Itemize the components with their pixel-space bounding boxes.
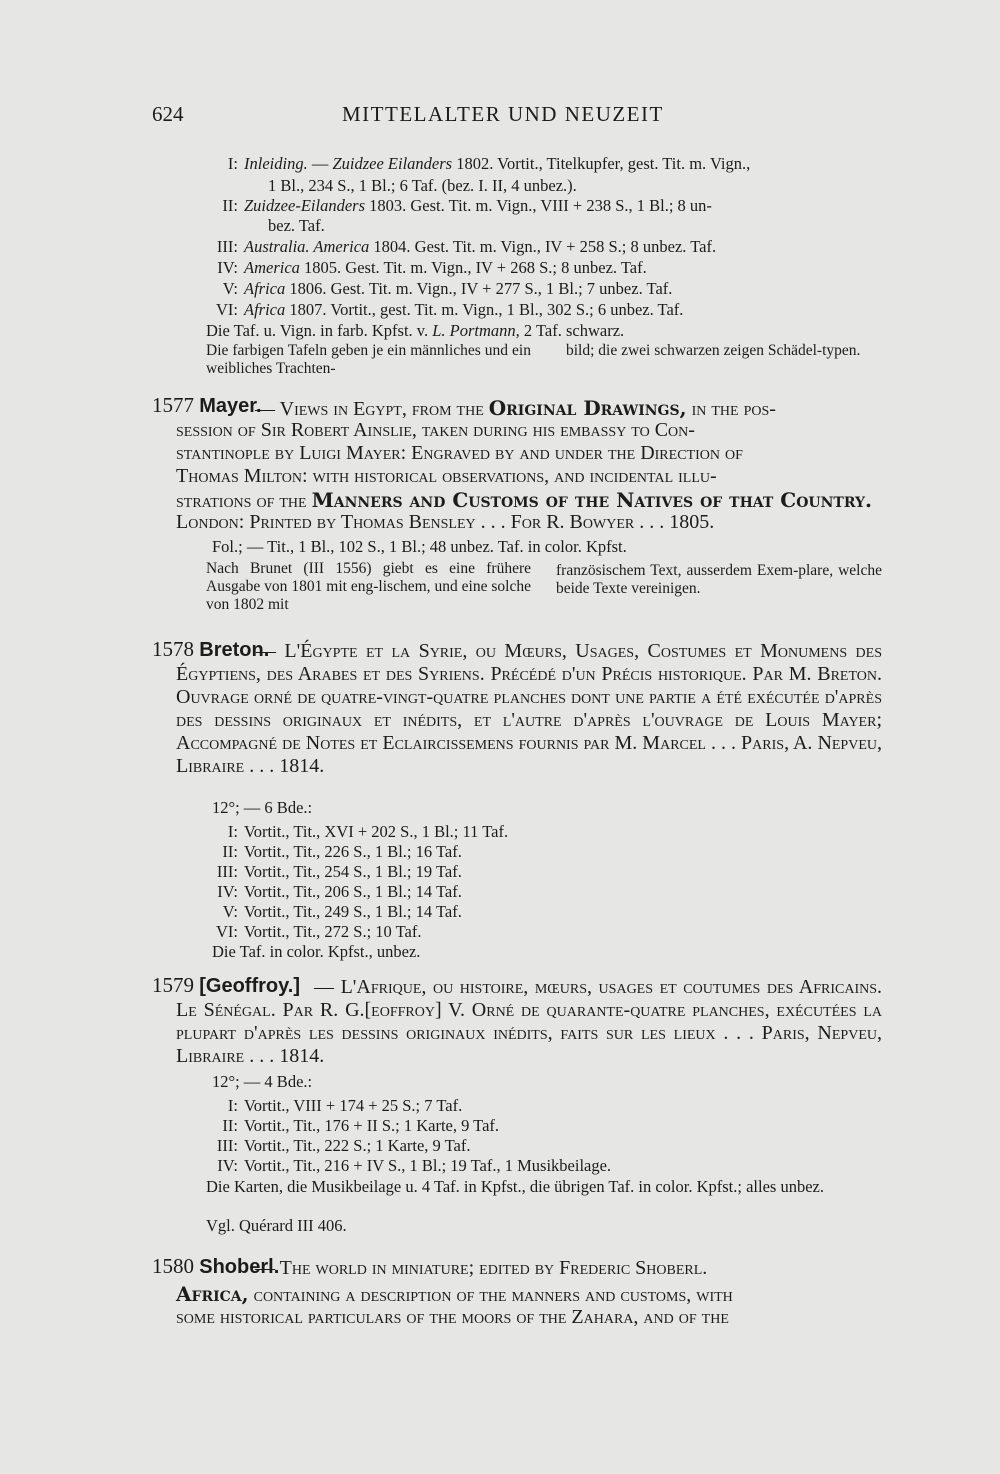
volume-line: IV: Vortit., Tit., 216 + IV S., 1 Bl.; 19 Taf., 1 Musikbeilage. bbox=[217, 1156, 612, 1175]
collation: Fol.; — Tit., 1 Bl., 102 S., 1 Bl.; 48 unbez. Taf. in color. Kpfst. bbox=[212, 537, 627, 556]
entry-author: Mayer. bbox=[199, 395, 262, 417]
volume-line: IV: Vortit., Tit., 206 S., 1 Bl.; 14 Taf. bbox=[217, 882, 462, 901]
entry-number: 1578 bbox=[152, 637, 194, 661]
volume-line-cont: bez. Taf. bbox=[268, 216, 325, 235]
entry-title-line: some historical particulars of the moors of the Zahara, and of the bbox=[176, 1306, 729, 1328]
running-title: MITTELALTER UND NEUZEIT bbox=[342, 102, 664, 126]
volume-line: III: Vortit., Tit., 254 S., 1 Bl.; 19 Taf. bbox=[216, 862, 462, 881]
reference: Vgl. Quérard III 406. bbox=[206, 1216, 347, 1235]
volume-line: II: Zuidzee-Eilanders 1803. Gest. Tit. m. Vign., VIII + 238 S., 1 Bl.; 8 un- bbox=[222, 196, 712, 215]
volume-line: IV: America 1805. Gest. Tit. m. Vign., IV + 268 S.; 8 unbez. Taf. bbox=[217, 258, 647, 277]
collation: 12°; — 6 Bde.: bbox=[212, 798, 313, 817]
note-column-right: bild; die zwei schwarzen zeigen Schädel-typen. bbox=[566, 342, 861, 359]
volume-line: II: Vortit., Tit., 226 S., 1 Bl.; 16 Taf. bbox=[222, 842, 462, 861]
volume-line: V: Africa 1806. Gest. Tit. m. Vign., IV + 277 S., 1 Bl.; 7 unbez. Taf. bbox=[222, 279, 673, 298]
volume-line: III: Australia. America 1804. Gest. Tit. m. Vign., IV + 258 S.; 8 unbez. Taf. bbox=[216, 237, 717, 256]
volume-line-cont: 1 Bl., 234 S., 1 Bl.; 6 Taf. (bez. I. II, 4 unbez.). bbox=[268, 176, 577, 195]
entry-title-line: session of Sir Robert Ainslie, taken during his embassy to Con- bbox=[176, 419, 695, 441]
volume-line: I: Inleiding. — Zuidzee Eilanders 1802. Vortit., Titelkupfer, gest. Tit. m. Vign., bbox=[227, 154, 751, 173]
plate-note: Die Taf. u. Vign. in farb. Kpfst. v. L. Portmann, 2 Taf. schwarz. bbox=[206, 321, 625, 340]
entry-title-line: — The world in miniature; edited by Frederic Shoberl. bbox=[255, 1257, 708, 1279]
entry-imprint: London: Printed by Thomas Bensley . . . For R. Bowyer . . . 1805. bbox=[176, 511, 715, 533]
entry-heading bbox=[152, 393, 262, 418]
volume-line: I: Vortit., Tit., XVI + 202 S., 1 Bl.; 11 Taf. bbox=[227, 822, 509, 841]
plate-note: Die Taf. in color. Kpfst., unbez. bbox=[212, 942, 421, 961]
entry-title-line: strations of the Manners and Customs of the Natives of that Country. bbox=[176, 488, 872, 512]
collation: 12°; — 4 Bde.: bbox=[212, 1072, 313, 1091]
note-column-right: französischem Text, ausserdem Exem-plare, welche beide Texte vereinigen. bbox=[556, 562, 882, 597]
page-number: 624 bbox=[152, 102, 184, 126]
volume-line: III: Vortit., Tit., 222 S.; 1 Karte, 9 Taf. bbox=[216, 1136, 471, 1155]
entry-number: 1579 bbox=[152, 973, 194, 997]
entry-number: 1577 bbox=[152, 393, 194, 417]
volume-line: VI: Africa 1807. Vortit., gest. Tit. m. Vign., 1 Bl., 302 S.; 6 unbez. Taf. bbox=[216, 300, 684, 319]
volume-line: V: Vortit., Tit., 249 S., 1 Bl.; 14 Taf. bbox=[222, 902, 462, 921]
entry-author: Shoberl. bbox=[199, 1256, 280, 1278]
entry-author: [Geoffroy.] bbox=[199, 975, 300, 997]
entry-author: Breton. bbox=[199, 639, 270, 661]
entry-title-line: Thomas Milton: with historical observations, and incidental illu- bbox=[176, 465, 717, 487]
entry-number: 1580 bbox=[152, 1254, 194, 1278]
entry-title-line: — Views in Egypt, from the Original Drawings, in the pos- bbox=[255, 396, 776, 420]
note-column-left: Die farbigen Tafeln geben je ein männliches und ein weibliches Trachten- bbox=[206, 342, 531, 377]
entry-title: — L'Égypte et la Syrie, ou Mœurs, Usages, Costumes et Monumens des Égyptiens, des Arabes et des Syriens. Précédé d'un Précis historique. Par M. Breton. Ouvrage orné de quatre-vingt-quatre planches dont une partie a été exécutée d'après des dessins originaux et inédits, et l'autre d'après l'ouvrage de Louis Mayer; Accompagné de Notes et Eclaircissemens fournis par M. Marcel . . . Paris, A. Nepveu, Libraire . . . 1814. bbox=[176, 640, 882, 777]
entry-title-line: stantinople by Luigi Mayer: Engraved by and under the Direction of bbox=[176, 442, 743, 464]
entry-title: — L'Afrique, ou histoire, mœurs, usages et coutumes des Africains. Le Sénégal. Par R. G.[eoffroy] V. Orné de quarante-quatre planches, exécutées la plupart d'après les dessins originaux inédits, faits sur les lieux . . . Paris, Nepveu, Libraire . . . 1814. bbox=[176, 976, 882, 1067]
note-column-left: Nach Brunet (III 1556) giebt es eine frühere Ausgabe von 1801 mit eng-lischem, und eine solche von 1802 mit bbox=[206, 560, 531, 613]
plate-note: Die Karten, die Musikbeilage u. 4 Taf. in Kpfst., die übrigen Taf. in color. Kpfst.; alles unbez. bbox=[206, 1177, 824, 1196]
volume-line: II: Vortit., Tit., 176 + II S.; 1 Karte, 9 Taf. bbox=[222, 1116, 500, 1135]
volume-line: VI: Vortit., Tit., 272 S.; 10 Taf. bbox=[216, 922, 422, 941]
entry-title-line: Africa, containing a description of the manners and customs, with bbox=[176, 1282, 733, 1306]
volume-line: I: Vortit., VIII + 174 + 25 S.; 7 Taf. bbox=[227, 1096, 463, 1115]
